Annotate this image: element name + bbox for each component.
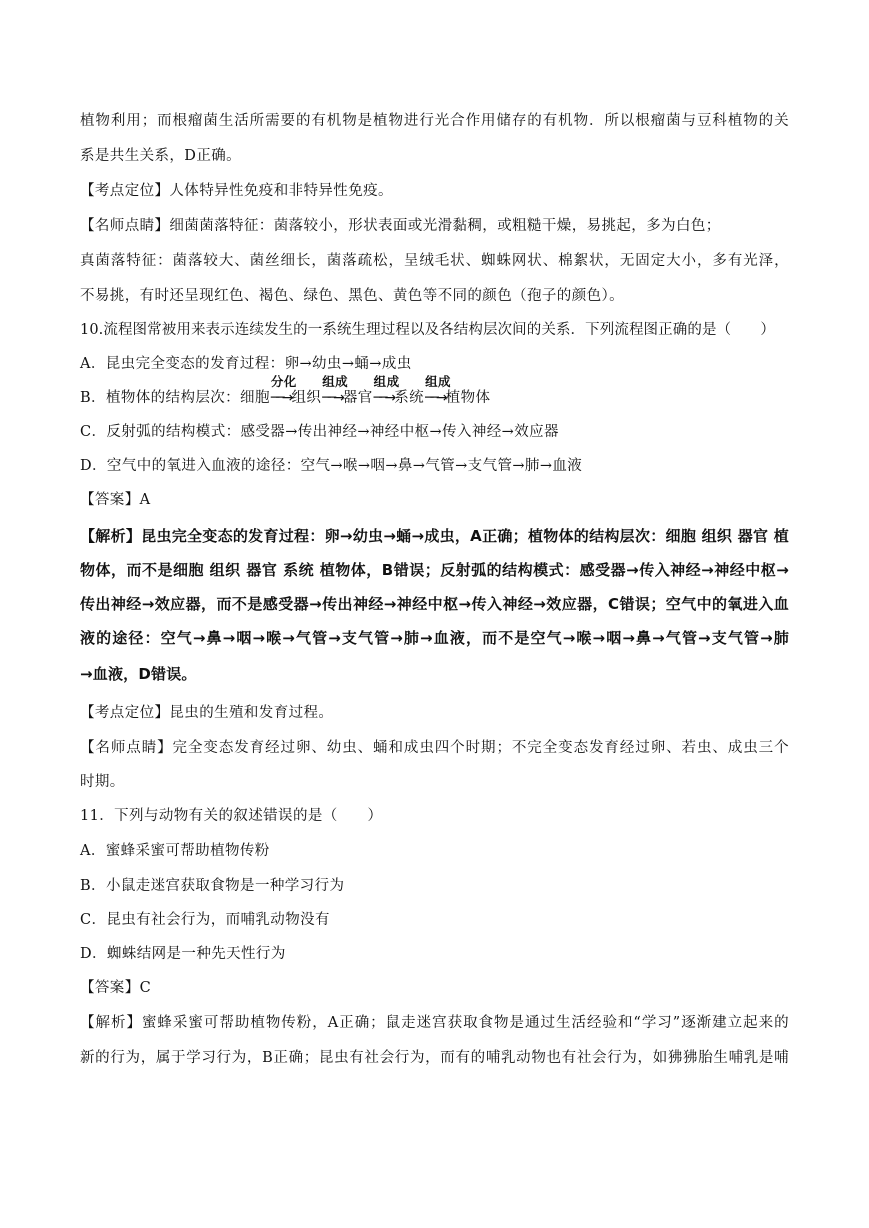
text-line: 【考点定位】人体特异性免疫和非特异性免疫。 bbox=[80, 183, 393, 199]
text-line: 时期。 bbox=[80, 774, 125, 790]
long-arrow-icon: ──→ bbox=[270, 390, 291, 406]
analysis-line: 物体，而不是细胞 组织 器官 系统 植物体，B错误；反射弧的结构模式：感受器→传入神经→神经中枢→ bbox=[80, 561, 789, 579]
flow-arrow-label: 组成 bbox=[373, 374, 400, 389]
text-line: 真菌落特征：菌落较大、菌丝细长，菌落疏松，呈绒毛状、蜘蛛网状、棉絮状，无固定大小，多有光泽， bbox=[80, 253, 789, 269]
text-line: 不易挑，有时还呈现红色、褐色、绿色、黑色、黄色等不同的颜色（孢子的颜色）。 bbox=[80, 288, 625, 304]
flow-step bbox=[270, 374, 297, 408]
text-line: 新的行为，属于学习行为，B正确；昆虫有社会行为，而有的哺乳动物也有社会行为，如狒狒胎生哺乳是哺 bbox=[80, 1050, 789, 1066]
flow-step-text: 器官 bbox=[342, 390, 373, 406]
option-a: A．蜜蜂采蜜可帮助植物传粉 bbox=[80, 843, 270, 859]
text-line: 【解析】蜜蜂采蜜可帮助植物传粉，A正确；鼠走迷宫获取食物是通过生活经验和“学习”逐渐建立起来的 bbox=[80, 1015, 789, 1031]
analysis-line: →血液，D错误。 bbox=[80, 665, 197, 683]
flow-arrow-label: 组成 bbox=[322, 374, 349, 389]
option-d: D．空气中的氧进入血液的途径：空气→喉→咽→鼻→气管→支气管→肺→血液 bbox=[80, 458, 583, 474]
text-line: 【名师点睛】细菌菌落特征：菌落较小，形状表面或光滑黏稠，或粗糙干燥，易挑起，多为白色； bbox=[80, 218, 721, 234]
analysis-line: 液的途径：空气→鼻→咽→喉→气管→支气管→肺→血液，而不是空气→喉→咽→鼻→气管→支气管→肺 bbox=[80, 629, 789, 647]
answer-11: 【答案】C bbox=[80, 980, 152, 996]
long-arrow-icon: ──→ bbox=[322, 390, 342, 406]
option-c: C．反射弧的结构模式：感受器→传出神经→神经中枢→传入神经→效应器 bbox=[80, 424, 559, 440]
text-line: 【考点定位】昆虫的生殖和发育过程。 bbox=[80, 705, 334, 721]
option-c: C．昆虫有社会行为，而哺乳动物没有 bbox=[80, 912, 330, 928]
flow-step bbox=[322, 374, 349, 408]
text-line: 【名师点睛】完全变态发育经过卵、幼虫、蛹和成虫四个时期；不完全变态发育经过卵、若虫、成虫三个 bbox=[80, 740, 789, 756]
flow-arrow-label: 组成 bbox=[425, 374, 451, 389]
question-10: 10.流程图常被用来表示连续发生的一系统生理过程以及各结构层次间的关系．下列流程图正确的是（ ） bbox=[80, 322, 775, 338]
analysis-line: 传出神经→效应器，而不是感受器→传出神经→神经中枢→传入神经→效应器，C错误；空气中的氧进入血 bbox=[80, 595, 789, 613]
long-arrow-icon: ──→ bbox=[373, 390, 394, 406]
flow-arrow-label: 分化 bbox=[270, 374, 297, 389]
option-d: D．蜘蛛结网是一种先天性行为 bbox=[80, 946, 286, 962]
analysis-line: 【解析】昆虫完全变态的发育过程：卵→幼虫→蛹→成虫，A正确；植物体的结构层次：细胞 组织 器官 植 bbox=[80, 527, 789, 545]
flow-step bbox=[425, 374, 451, 408]
flow-step-text: 植物体 bbox=[445, 390, 491, 406]
question-11: 11．下列与动物有关的叙述错误的是（ ） bbox=[80, 808, 383, 824]
flow-step-text: 系统 bbox=[394, 390, 425, 406]
option-a: A．昆虫完全变态的发育过程：卵→幼虫→蛹→成虫 bbox=[80, 356, 412, 372]
text-line: 植物利用；而根瘤菌生活所需要的有机物是植物进行光合作用储存的有机物．所以根瘤菌与豆科植物的关 bbox=[80, 113, 789, 129]
answer-10: 【答案】A bbox=[80, 492, 151, 508]
option-b bbox=[80, 374, 789, 408]
flow-step bbox=[373, 374, 400, 408]
long-arrow-icon: ──→ bbox=[425, 390, 445, 406]
option-b-prefix: B．植物体的结构层次：细胞 bbox=[80, 390, 270, 406]
text-line: 系是共生关系，D正确。 bbox=[80, 148, 242, 164]
flow-step-text: 组织 bbox=[291, 390, 322, 406]
option-b: B．小鼠走迷宫获取食物是一种学习行为 bbox=[80, 878, 345, 894]
